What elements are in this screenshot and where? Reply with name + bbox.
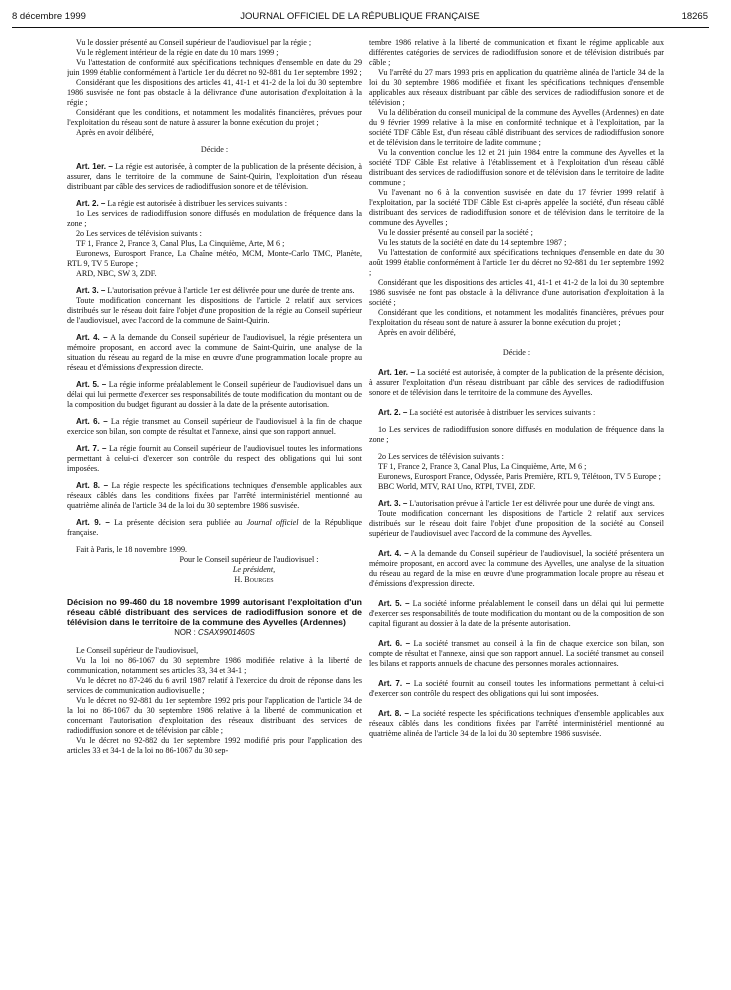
paragraph: Vu l'arrêté du 27 mars 1993 pris en application du quatrième alinéa de l'article 34 de la loi du 30 septembre 1986 modifiée et fixant les spécifications techniques d'ensemble applicables aux réseaux distribuant par câble des services de radiodiffusion sonore et de télévision ; (369, 68, 664, 107)
header-rule (12, 27, 709, 28)
article-1 (369, 368, 664, 398)
article-4 (369, 549, 664, 589)
article-2 (67, 199, 362, 209)
journal-officiel-ref: Journal officiel (246, 518, 299, 527)
paragraph: Considérant que les conditions, et notamment les modalités financières, prévues pour l'exploitation du réseau sont de nature à assurer la bonne exécution du projet ; (369, 308, 664, 327)
article-3 (369, 499, 664, 509)
header-date: 8 décembre 1999 (12, 11, 86, 22)
article-5 (369, 599, 664, 629)
paragraph: Après en avoir délibéré, (378, 328, 456, 337)
article-label: Art. 6. – (76, 417, 108, 426)
article-5 (67, 380, 362, 410)
paragraph: 2o Les services de télévision suivants : (378, 452, 504, 461)
article-text: L'autorisation prévue à l'article 1er est délivrée pour une durée de vingt ans. (409, 499, 655, 508)
article-label: Art. 1er. – (378, 368, 415, 377)
article-6 (67, 417, 362, 437)
article-6 (369, 639, 664, 669)
paragraph: Considérant que les conditions, et notamment les modalités financières, prévues pour l'exploitation du réseau sont de nature à assurer la bonne exécution du projet ; (67, 108, 362, 127)
article-label: Art. 2. – (378, 408, 408, 417)
article-label: Art. 3. – (378, 499, 408, 508)
paragraph: Vu le décret no 92-882 du 1er septembre 1992 modifié pris pour l'application des articles 33 et 34-1 de la loi no 86-1067 du 30 sep- (67, 736, 362, 755)
article-8 (369, 709, 664, 739)
paragraph: Vu le décret no 87-246 du 6 avril 1987 relatif à l'exercice du droit de réponse dans les services de communication audiovisuelle ; (67, 676, 362, 695)
decide-heading: Décide : (502, 348, 531, 357)
article-label: Art. 4. – (76, 333, 108, 342)
paragraph: Vu le dossier présenté au conseil par la société ; (378, 228, 533, 237)
article-text: La régie transmet au Conseil supérieur de l'audiovisuel à la fin de chaque exercice son bilan, son compte de résultat et l'annexe, ainsi que son rapport annuel. (67, 417, 362, 436)
article-text: La société respecte les spécifications techniques d'ensemble applicables aux réseaux câblés dans les conditions fixées par l'arrêté interministériel mentionné au quatrième alinéa de l'article 34 de la loi du 30 septembre 1986 susvisée. (369, 709, 664, 738)
article-text: A la demande du Conseil supérieur de l'audiovisuel, la société présentera un mémoire proposant, en accord avec la commune des Ayvelles, une analyse de la situation du réseau au regard de la mise en œuvre d'une programmation locale propre au réseau et d'émissions d'expression directe. (369, 549, 664, 588)
article-text: La régie respecte les spécifications techniques d'ensemble applicables aux réseaux câblés dans les conditions fixées par l'arrêté interministériel mentionné au quatrième alinéa de l'article 34 de la loi du 30 septembre 1986 susvisée. (67, 481, 362, 510)
decision-title: Décision no 99-460 du 18 novembre 1999 autorisant l'exploitation d'un réseau câblé distribuant des services de radiodiffusion sonore et de télévision dans le territoire de la commune des Ayvelles (Ardennes) (67, 597, 362, 627)
article-label: Art. 4. – (378, 549, 409, 558)
paragraph: Le Conseil supérieur de l'audiovisuel, (76, 646, 199, 655)
article-text: La présente décision sera publiée au (114, 518, 247, 527)
paragraph: Vu la convention conclue les 12 et 21 juin 1984 entre la commune des Ayvelles et la société TDF Câble Est relative à l'établissement et à l'exploitation d'un réseau câblé distribuant des services de radiodiffusion sonore et de télévision dans le territoire de ladite commune ; (369, 148, 664, 187)
article-label: Art. 8. – (76, 481, 109, 490)
article-8 (67, 481, 362, 511)
paragraph: Vu les statuts de la société en date du 14 septembre 1987 ; (378, 238, 567, 247)
left-column (67, 38, 362, 982)
paragraph: BBC World, MTV, RAI Uno, RTPI, TVEI, ZDF. (378, 482, 536, 491)
article-text: La société fournit au conseil toutes les informations permettant à celui-ci d'exercer son contrôle du respect des obligations qui lui sont imposées. (369, 679, 664, 698)
article-label: Art. 5. – (378, 599, 410, 608)
right-column (369, 38, 664, 982)
paragraph: ARD, NBC, SW 3, ZDF. (76, 269, 157, 278)
article-text: La régie est autorisée, à compter de la publication de la présente décision, à assurer, dans le territoire de la commune de Saint-Quirin, l'exploitation d'un réseau distribuant par câble des services de radiodiffusion sonore et de télévision. (67, 162, 362, 191)
article-text: La société informe préalablement le conseil dans un délai qui lui permette d'exercer ses responsabilités de toute modification du montant ou de la composition de son capital figurant au dossier à la date de la présente autorisation. (369, 599, 664, 628)
article-text: A la demande du Conseil supérieur de l'audiovisuel, la régie présentera un mémoire proposant, en accord avec la commune de Saint-Quirin, une analyse de la situation du réseau au regard de la mise en œuvre d'une programmation locale propre au réseau et d'émissions d'expression directe. (67, 333, 362, 372)
paragraph: Vu l'avenant no 6 à la convention susvisée en date du 17 février 1999 relatif à l'exploitation, par la société TDF Câble Est ci-après appelée la société, d'un réseau câblé distribuant des services de radiodiffusion sonore et de télévision dans le territoire de la commune des Ayvelles ; (369, 188, 664, 227)
article-label: Art. 9. – (76, 518, 110, 527)
article-text: L'autorisation prévue à l'article 1er est délivrée pour une durée de trente ans. (107, 286, 355, 295)
article-2 (369, 408, 664, 418)
paragraph: TF 1, France 2, France 3, Canal Plus, La Cinquième, Arte, M 6 ; (76, 239, 285, 248)
paragraph: Vu le règlement intérieur de la régie en date du 10 mars 1999 ; (76, 48, 279, 57)
paragraph: Vu le dossier présenté au Conseil supérieur de l'audiovisuel par la régie ; (76, 38, 312, 47)
paragraph: Vu le décret no 92-881 du 1er septembre 1992 pris pour l'application de l'article 34 de la loi no 86-1067 du 30 septembre 1986 relative à la liberté de communication et concernant l'autorisation d'exploitation des réseaux distribuant des services de radiodiffusion sonore et de télévision par câble ; (67, 696, 362, 735)
header-page-number: 18265 (681, 11, 708, 22)
paragraph: Après en avoir délibéré, (76, 128, 154, 137)
article-text: de la République française. (67, 518, 362, 537)
article-1 (67, 162, 362, 192)
paragraph: Considérant que les dispositions des articles 41, 41-1 et 41-2 de la loi du 30 septembre 1986 susvisée ne font pas obstacle à la délivrance d'une autorisation d'exploitation à la régie ; (67, 78, 362, 107)
nor-label: NOR : (174, 628, 199, 637)
paragraph: Vu la loi no 86-1067 du 30 septembre 1986 modifiée relative à la liberté de communication, notamment ses articles 33, 34 et 34-1 ; (67, 656, 362, 675)
article-text: La société transmet au conseil à la fin de chaque exercice son bilan, son compte de résultat et l'annexe, ainsi que son rapport annuel. La société transmet au conseil les bilans et rapports annuels de chacune des personnes morales actionnaires. (369, 639, 664, 668)
article-label: Art. 6. – (378, 639, 411, 648)
article-text: La régie fournit au Conseil supérieur de l'audiovisuel toutes les informations permettant à celui-ci d'exercer son contrôle du respect des obligations qui lui sont imposées. (67, 444, 362, 473)
pour-le-conseil: Pour le Conseil supérieur de l'audiovisuel : (179, 555, 319, 564)
article-3 (67, 286, 362, 296)
president-title: Le président, (232, 565, 276, 574)
paragraph: Considérant que les dispositions des articles 41, 41-1 et 41-2 de la loi du 30 septembre 1986 susvisée ne font pas obstacle à la délivrance d'une autorisation d'exploitation à la société ; (369, 278, 664, 307)
article-label: Art. 8. – (378, 709, 409, 718)
article-4 (67, 333, 362, 373)
article-text: La régie informe préalablement le Conseil supérieur de l'audiovisuel dans un délai qui lui permette d'exercer ses responsabilités de toute modification du montant ou de la composition du budget figurant au dossier à la date de la présente autorisation. (67, 380, 362, 409)
article-label: Art. 7. – (76, 444, 107, 453)
paragraph: Euronews, Eurosport France, Odyssée, Paris Première, RTL 9, Télétoon, TV 5 Europe ; (378, 472, 661, 481)
article-text: La société est autorisée à distribuer les services suivants : (409, 408, 596, 417)
paragraph: tembre 1986 relative à la liberté de communication et fixant le régime applicable aux différentes catégories de services de radiodiffusion sonore et de télévision distribués par câble ; (369, 38, 664, 67)
header-journal-title: JOURNAL OFFICIEL DE LA RÉPUBLIQUE FRANÇAISE (240, 11, 480, 22)
paragraph: 1o Les services de radiodiffusion sonore diffusés en modulation de fréquence dans la zone ; (369, 425, 664, 444)
article-label: Art. 3. – (76, 286, 106, 295)
signature-block (67, 555, 362, 585)
article-text: La société est autorisée, à compter de la publication de la présente décision, à assurer l'exploitation d'un réseau distribuant par câble des services de radiodiffusion sonore et de télévision dans le territoire de la commune des Ayvelles. (369, 368, 664, 397)
article-label: Art. 5. – (76, 380, 107, 389)
paragraph: 1o Les services de radiodiffusion sonore diffusés en modulation de fréquence dans la zone ; (67, 209, 362, 228)
paragraph: Vu l'attestation de conformité aux spécifications techniques d'ensemble en date du 30 août 1999 établie conformément à l'article 1er du décret no 92-881 du 1er septembre 1992 ; (369, 248, 664, 277)
signatory-name: H. Bourges (234, 575, 274, 584)
paragraph: Toute modification concernant les dispositions de l'article 2 relatif aux services distribués sur le réseau doit faire l'objet d'une proposition de la société au Conseil supérieur de l'audiovisuel avec l'accord de la commune des Ayvelles. (369, 509, 664, 538)
paragraph: 2o Les services de télévision suivants : (76, 229, 202, 238)
page-header (12, 11, 708, 25)
paragraph: Vu l'attestation de conformité aux spécifications techniques d'ensemble en date du 29 juin 1999 établie conformément à l'article 1er du décret no 92-881 du 1er septembre 1992 ; (67, 58, 362, 77)
article-label: Art. 2. – (76, 199, 106, 208)
article-label: Art. 1er. – (76, 162, 113, 171)
nor-code: CSAX9901460S (198, 628, 255, 637)
nor-reference (67, 628, 362, 638)
article-7 (369, 679, 664, 699)
article-7 (67, 444, 362, 474)
article-label: Art. 7. – (378, 679, 411, 688)
fait-a-paris: Fait à Paris, le 18 novembre 1999. (76, 545, 188, 554)
paragraph: Vu la délibération du conseil municipal de la commune des Ayvelles (Ardennes) en date du 9 février 1999 relative à la mise en conformité technique et à l'exploitation, par la société TDF Câble Est, d'un réseau câblé distribuant des services de radiodiffusion sonore et de télévision dans le territoire de ladite commune ; (369, 108, 664, 147)
paragraph: Euronews, Eurosport France, La Chaîne météo, MCM, Monte-Carlo TMC, Planète, RTL 9, TV 5 Europe ; (67, 249, 362, 268)
paragraph: Toute modification concernant les dispositions de l'article 2 relatif aux services distribués sur le réseau doit faire l'objet d'une proposition de la régie au Conseil supérieur de l'audiovisuel, avec l'accord de la commune de Saint-Quirin. (67, 296, 362, 325)
decide-heading: Décide : (200, 145, 229, 154)
article-9 (67, 518, 362, 538)
paragraph: TF 1, France 2, France 3, Canal Plus, La Cinquième, Arte, M 6 ; (378, 462, 587, 471)
article-text: La régie est autorisée à distribuer les services suivants : (107, 199, 287, 208)
